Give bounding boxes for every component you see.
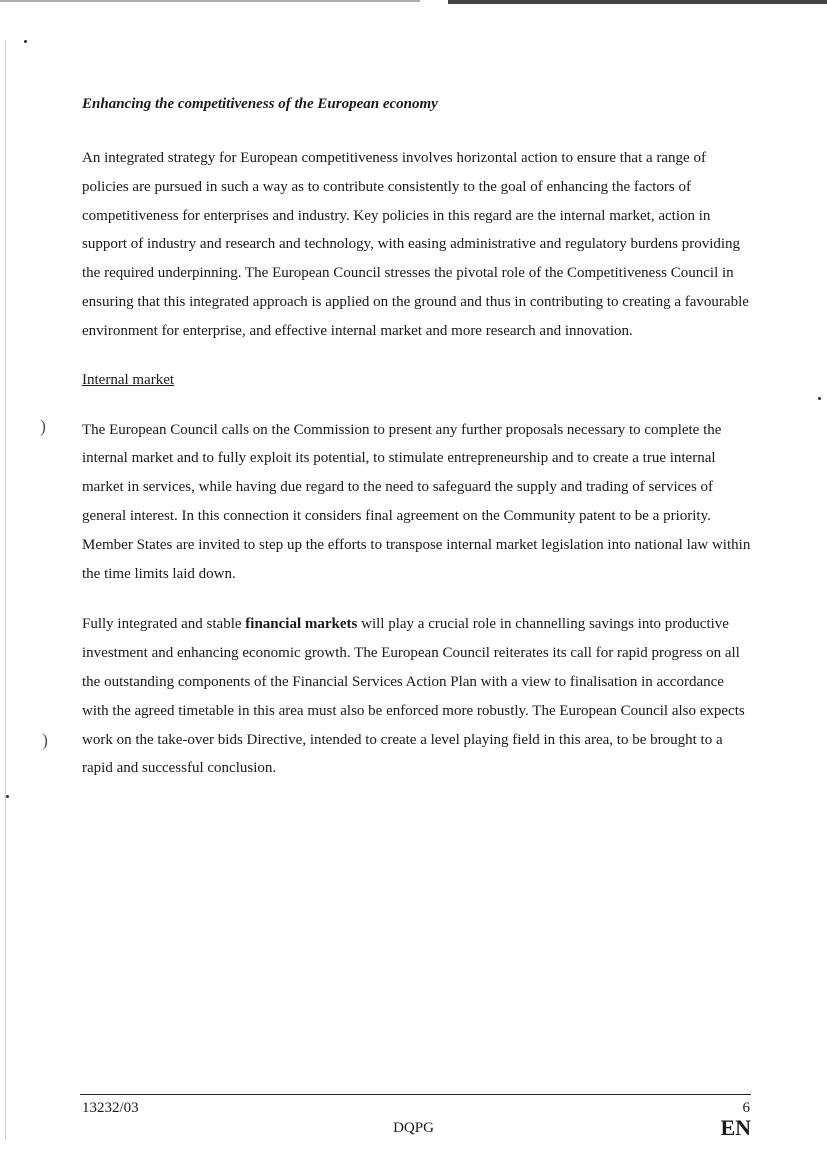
- paragraph-text-start: Fully integrated and stable: [82, 616, 246, 633]
- paragraph-competitiveness: An integrated strategy for European competitiveness involves horizontal action to ensure that a range of policies are pursued in such a way as to contribute consistently to the goal of enhancing the factors of competitiveness for enterprises and industry. Key policies in this regard are the internal market, action in support of industry and research and technology, with easing administrative and regulatory burdens providing the required underpinning. The European Council stresses the pivotal role of the Competitiveness Council in ensuring that this integrated approach is applied on the ground and thus in contributing to creating a favourable environment for enterprise, and effective internal market and more research and innovation.: [82, 150, 749, 339]
- subheading-internal-market: Internal market: [82, 371, 175, 388]
- paragraph-internal-market: The European Council calls on the Commission to present any further proposals necessary to complete the internal market and to fully exploit its potential, to stimulate entrepreneurship and to create a true internal market in services, while having due regard to the need to safeguard the supply and trading of services of general interest. In this connection it considers final agreement on the Community patent to be a priority. Member States are invited to step up the efforts to transpose internal market legislation into national law within the time limits laid down.: [82, 421, 751, 582]
- scan-bracket-mark: ): [42, 730, 48, 750]
- scan-top-bar: [448, 0, 827, 4]
- footer-doc-number: 13232/03: [82, 1100, 139, 1116]
- scan-top-line: [0, 0, 420, 2]
- bold-term-financial-markets: financial markets: [245, 616, 358, 633]
- document-body: [82, 92, 754, 805]
- scan-dot: [818, 397, 821, 400]
- paragraph-financial-markets: [82, 610, 754, 783]
- scan-dot: [6, 795, 9, 798]
- scan-bracket-mark: ): [40, 416, 46, 436]
- section-heading: Enhancing the competitiveness of the European economy: [82, 96, 438, 112]
- scan-dot: [24, 40, 27, 43]
- footer-page-number: 6: [742, 1100, 750, 1116]
- paragraph-text-end: will play a crucial role in channelling savings into productive investment and enhancing economic growth. The European Council reiterates its call for rapid progress on all the outstanding components of the Financial Services Action Plan with a view to finalisation in accordance with the agreed timetable in this area must also be enforced more robustly. The European Council also expects work on the take-over bids Directive, intended to create a level playing field in this area, to be brought to a rapid and successful conclusion.: [82, 616, 745, 777]
- footer-department: DQPG: [393, 1120, 434, 1136]
- footer-divider: [80, 1094, 751, 1095]
- footer-language: EN: [720, 1115, 751, 1140]
- scan-left-edge: [5, 40, 6, 1140]
